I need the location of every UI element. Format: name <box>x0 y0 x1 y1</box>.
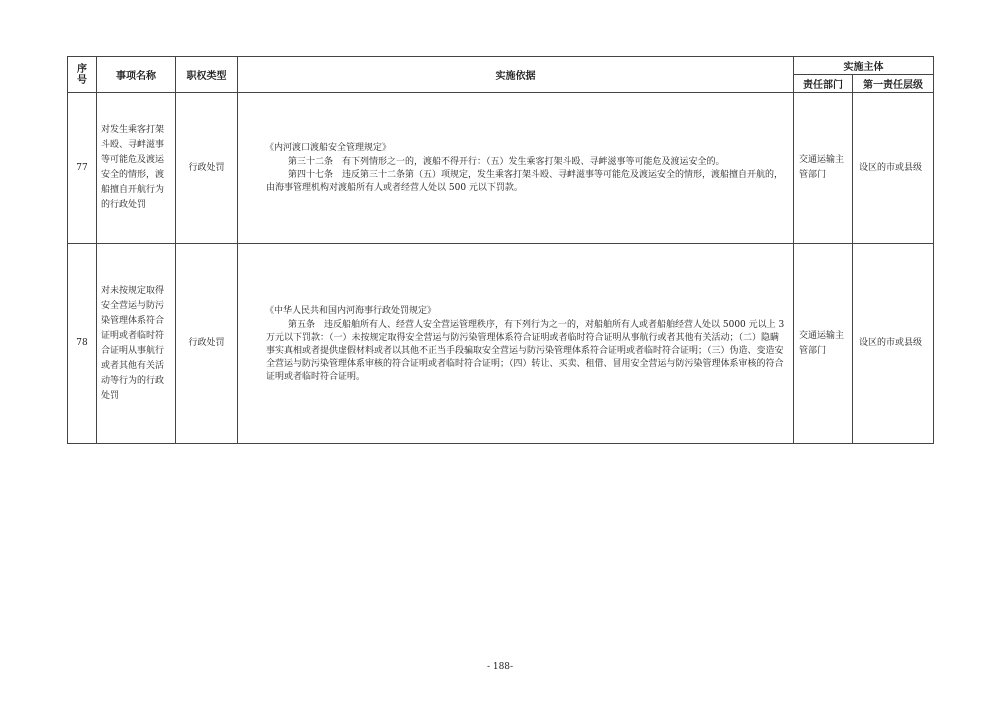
row-item-name: 对发生乘客打架斗殴、寻衅滋事等可能危及渡运安全的情形，渡船擅自开航行为的行政处罚 <box>97 93 176 244</box>
row-power-type: 行政处罚 <box>176 93 238 244</box>
row-basis <box>238 93 794 244</box>
enforcement-items-table <box>67 56 934 444</box>
row-no: 78 <box>68 244 97 444</box>
table-row <box>68 244 934 444</box>
row-level: 设区的市或县级 <box>853 244 934 444</box>
row-dept: 交通运输主管部门 <box>794 244 853 444</box>
law-title: 《中华人民共和国内河海事行政处罚规定》 <box>265 305 437 316</box>
header-no: 序号 <box>68 57 97 93</box>
header-level: 第一责任层级 <box>853 75 934 93</box>
row-dept: 交通运输主管部门 <box>794 93 853 244</box>
law-article: 第四十七条 违反第三十二条第（五）项规定，发生乘客打架斗殴、寻衅滋事等可能危及渡运安全的情形，渡船擅自开航的，由海事管理机构对渡船所有人或者经营人处以 500 元以下罚款。 <box>266 170 784 193</box>
header-dept: 责任部门 <box>794 75 853 93</box>
law-article: 第三十二条 有下列情形之一的，渡船不得开行：（五）发生乘客打架斗殴、寻衅滋事等可能危及渡运安全的。 <box>288 157 725 167</box>
law-article: 第五条 违反船舶所有人、经营人安全营运管理秩序，有下列行为之一的，对船舶所有人或者船舶经营人处以 5000 元以上 3 万元以下罚款：（一）未按规定取得安全营运与防污染管理体系符合证明或者临时符合证明从事航行或者其他有关活动；（二）隐瞒事实真相或者提供虚假材料或者以其他不正当手段骗取安全营运与防污染管理体系符合证明或者临时符合证明；（三）伪造、变造安全营运与防污染管理体系审核的符合证明或者临时符合证明；（四）转让、买卖、租借、冒用安全营运与防污染管理体系审核的符合证明或者临时符合证明。 <box>266 319 785 382</box>
header-subject: 实施主体 <box>794 57 934 75</box>
table-row <box>68 93 934 244</box>
row-item-name: 对未按规定取得安全营运与防污染管理体系符合证明或者临时符合证明从事航行或者其他有关活动等行为的行政处罚 <box>97 244 176 444</box>
page-number: - 188- <box>486 662 514 672</box>
header-type: 职权类型 <box>176 57 238 93</box>
row-no: 77 <box>68 93 97 244</box>
row-basis <box>238 244 794 444</box>
row-power-type: 行政处罚 <box>176 244 238 444</box>
row-level: 设区的市或县级 <box>853 93 934 244</box>
law-title: 《内河渡口渡船安全管理规定》 <box>265 143 392 153</box>
header-basis: 实施依据 <box>238 57 794 93</box>
header-name: 事项名称 <box>97 57 176 93</box>
